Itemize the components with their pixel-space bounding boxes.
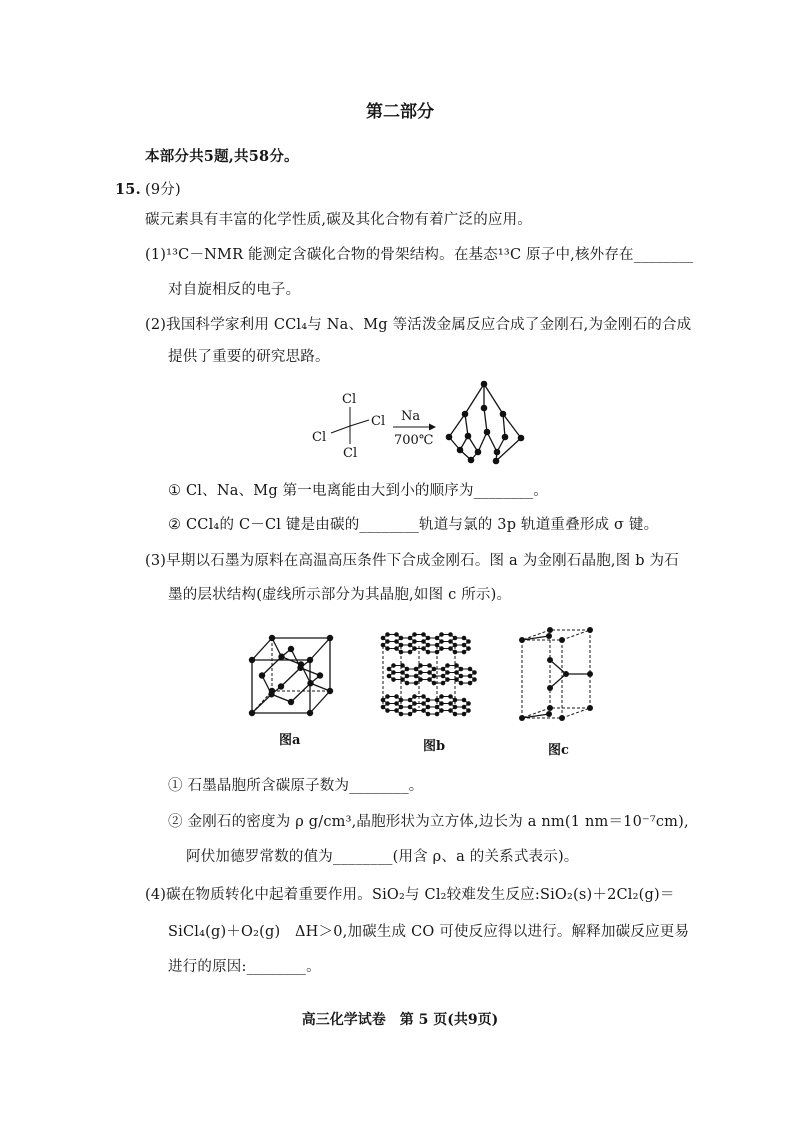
cc-bond xyxy=(496,438,521,461)
carbon-atom xyxy=(475,449,482,456)
carbon-atom xyxy=(494,449,501,456)
carbon-atom xyxy=(547,627,553,633)
carbon-atom xyxy=(278,683,284,689)
cc-bond xyxy=(522,636,549,640)
carbon-atom xyxy=(462,705,467,710)
question-score: (9分) xyxy=(145,182,181,198)
carbon-atom xyxy=(448,708,453,713)
figure-a-label: 图a xyxy=(279,733,301,748)
carbon-atom xyxy=(448,646,453,651)
carbon-atom xyxy=(426,636,431,641)
carbon-atom xyxy=(466,708,471,713)
carbon-atom xyxy=(439,639,444,644)
carbon-atom xyxy=(502,434,509,441)
carbon-atom xyxy=(432,674,437,679)
carbon-atom xyxy=(445,677,450,682)
carbon-atom xyxy=(468,667,473,672)
carbon-atom xyxy=(426,698,431,703)
cell-edge xyxy=(310,691,330,713)
figure-b-graphite-layers xyxy=(381,632,477,716)
part3-sub-2-cont: 阿伏加德罗常数的值为________(用含 ρ、a 的关系式表示)。 xyxy=(186,849,579,865)
carbon-atom xyxy=(587,627,593,633)
carbon-atom xyxy=(454,677,459,682)
part2-line-1: (2)我国科学家利用 CCl₄与 Na、Mg 等活泼金属反应合成了金刚石,为金刚石的合成 xyxy=(145,317,692,333)
carbon-atom xyxy=(465,433,472,440)
carbon-atom xyxy=(414,667,419,672)
carbon-atom xyxy=(435,650,440,655)
carbon-atom xyxy=(519,637,525,643)
carbon-atom xyxy=(459,681,464,686)
carbon-atom xyxy=(297,665,303,671)
carbon-atom xyxy=(441,674,446,679)
part3-line-1: (3)早期以石墨为原料在高温高压条件下合成金刚石。图 a 为金刚石晶胞,图 b 为石 xyxy=(145,553,679,569)
carbon-atom xyxy=(457,447,464,454)
carbon-atom xyxy=(439,708,444,713)
carbon-atom xyxy=(405,667,410,672)
carbon-atom xyxy=(418,677,423,682)
carbon-atom xyxy=(418,670,423,675)
carbon-atom xyxy=(412,646,417,651)
carbon-atom xyxy=(448,632,453,637)
figure-a-diamond-unit-cell xyxy=(249,635,333,716)
carbon-atom xyxy=(381,636,386,641)
carbon-atom xyxy=(391,663,396,668)
carbon-atom xyxy=(587,671,593,677)
carbon-atom xyxy=(400,670,405,675)
carbon-atom xyxy=(387,667,392,672)
carbon-atom xyxy=(381,643,386,648)
cell-edge-dashed xyxy=(562,708,590,718)
carbon-atom xyxy=(391,677,396,682)
part3-sub-2: ② 金刚石的密度为 ρ g/cm³,晶胞形状为立方体,边长为 a nm(1 nm＝10⁻⁷cm), xyxy=(168,814,689,830)
carbon-atom xyxy=(439,701,444,706)
cell-edge-dashed xyxy=(562,630,590,640)
arrow-head xyxy=(429,424,436,431)
chlorine-label-right: Cl xyxy=(371,414,386,429)
carbon-atom xyxy=(472,670,477,675)
carbon-atom xyxy=(445,670,450,675)
carbon-atom xyxy=(426,650,431,655)
carbon-atom xyxy=(426,712,431,717)
carbon-atom xyxy=(385,632,390,637)
cc-bond xyxy=(550,660,566,674)
part1-line-2: 对自旋相反的电子。 xyxy=(168,282,301,298)
carbon-atom xyxy=(385,708,390,713)
carbon-atom xyxy=(288,646,294,652)
cc-bond xyxy=(449,414,465,437)
carbon-atom xyxy=(387,674,392,679)
carbon-atom xyxy=(259,672,265,678)
carbon-atom xyxy=(547,657,553,663)
carbon-atom xyxy=(327,635,333,641)
carbon-atom xyxy=(448,701,453,706)
carbon-atom xyxy=(462,636,467,641)
carbon-atom xyxy=(414,681,419,686)
carbon-atom xyxy=(408,705,413,710)
carbon-atom xyxy=(453,705,458,710)
figure-b-label: 图b xyxy=(423,739,446,754)
carbon-atom xyxy=(468,457,475,464)
carbon-atom xyxy=(421,701,426,706)
part2-sub-1: ① Cl、Na、Mg 第一电离能由大到小的顺序为________。 xyxy=(168,483,549,499)
carbon-atom xyxy=(427,670,432,675)
carbon-atom xyxy=(394,646,399,651)
section-intro: 本部分共5题,共58分。 xyxy=(145,148,299,165)
carbon-atom xyxy=(547,705,553,711)
cc-bond xyxy=(252,694,272,713)
carbon-atom xyxy=(448,694,453,699)
cc-bond xyxy=(281,668,301,687)
figure-c-graphite-unit-cell xyxy=(519,627,593,721)
carbon-atom xyxy=(421,694,426,699)
carbon-atom xyxy=(381,705,386,710)
carbon-atom xyxy=(453,712,458,717)
carbon-atom xyxy=(426,705,431,710)
carbon-atom xyxy=(399,712,404,717)
cell-edge xyxy=(310,638,330,660)
carbon-atom xyxy=(481,405,488,412)
carbon-atom xyxy=(399,705,404,710)
carbon-atom xyxy=(518,435,525,442)
carbon-atom xyxy=(400,677,405,682)
chlorine-label-left: Cl xyxy=(312,430,327,445)
part4-line-1: (4)碳在物质转化中起着重要作用。SiO₂与 Cl₂较难发生反应:SiO₂(s)＋2Cl₂(g)＝ xyxy=(145,887,675,903)
carbon-atom xyxy=(500,411,507,418)
carbon-atom xyxy=(327,688,333,694)
carbon-atom xyxy=(400,663,405,668)
carbon-atom xyxy=(412,639,417,644)
carbon-atom xyxy=(466,646,471,651)
carbon-atom xyxy=(462,411,469,418)
carbon-atom xyxy=(412,694,417,699)
carbon-atom xyxy=(484,429,491,436)
carbon-atom xyxy=(435,712,440,717)
carbon-atom xyxy=(453,636,458,641)
carbon-atom xyxy=(435,705,440,710)
carbon-atom xyxy=(317,672,323,678)
carbon-atom xyxy=(385,694,390,699)
carbon-atom xyxy=(307,710,313,716)
carbon-atom xyxy=(453,698,458,703)
ccl4-structure xyxy=(312,392,385,461)
carbon-atom xyxy=(587,705,593,711)
carbon-atom xyxy=(439,632,444,637)
carbon-atom xyxy=(426,643,431,648)
carbon-atom xyxy=(307,657,313,663)
carbon-atom xyxy=(405,674,410,679)
carbon-atom xyxy=(439,694,444,699)
carbon-atom xyxy=(399,650,404,655)
carbon-atom xyxy=(421,639,426,644)
condition-label: 700℃ xyxy=(394,433,434,448)
carbon-atom xyxy=(394,694,399,699)
carbon-atom xyxy=(408,712,413,717)
carbon-atom xyxy=(391,670,396,675)
carbon-atom xyxy=(493,458,500,465)
carbon-atom xyxy=(563,671,569,677)
carbon-atom xyxy=(408,643,413,648)
cc-bond xyxy=(465,414,468,436)
carbon-atom xyxy=(288,699,294,705)
carbon-atom xyxy=(454,663,459,668)
carbon-atom xyxy=(249,710,255,716)
part2-sub-2: ② CCl₄的 C－Cl 键是由碳的________轨道与氯的 3p 轨道重叠形成 σ 键。 xyxy=(168,517,659,533)
carbon-atom xyxy=(427,663,432,668)
diamond-product-structure xyxy=(446,381,525,465)
carbon-atom xyxy=(399,643,404,648)
carbon-atom xyxy=(432,681,437,686)
question-number: 15. xyxy=(115,181,141,198)
carbon-atom xyxy=(519,715,525,721)
cell-edge xyxy=(252,638,272,660)
carbon-atom xyxy=(459,667,464,672)
part2-line-2: 提供了重要的研究思路。 xyxy=(168,349,330,365)
carbon-atom xyxy=(408,650,413,655)
c-cl-bond-right xyxy=(350,420,369,426)
carbon-atom xyxy=(278,654,284,660)
part3-line-2: 墨的层状结构(虚线所示部分为其晶胞,如图 c 所示)。 xyxy=(168,587,512,603)
cc-bond xyxy=(484,408,487,432)
carbon-atom xyxy=(472,677,477,682)
cc-bond xyxy=(503,414,505,437)
carbon-atom xyxy=(481,381,488,388)
carbon-atom xyxy=(394,701,399,706)
carbon-atom xyxy=(412,708,417,713)
question-stem: 碳元素具有丰富的化学性质,碳及其化合物有着广泛的应用。 xyxy=(145,212,533,228)
figure-c-label: 图c xyxy=(548,743,569,758)
carbon-atom xyxy=(394,632,399,637)
page-footer: 高三化学试卷 第 5 页(共9页) xyxy=(301,1012,499,1028)
carbon-atom xyxy=(408,636,413,641)
reaction-arrow xyxy=(393,409,436,448)
part4-line-3: 进行的原因:________。 xyxy=(168,959,321,975)
carbon-atom xyxy=(412,632,417,637)
cc-bond xyxy=(550,674,566,688)
carbon-atom xyxy=(421,646,426,651)
reagent-label: Na xyxy=(401,409,421,424)
cc-bond xyxy=(522,714,549,718)
chlorine-label-top: Cl xyxy=(342,392,357,407)
carbon-atom xyxy=(445,663,450,668)
carbon-atom xyxy=(414,674,419,679)
carbon-atom xyxy=(394,708,399,713)
carbon-atom xyxy=(269,635,275,641)
carbon-atom xyxy=(446,434,453,441)
carbon-atom xyxy=(435,636,440,641)
carbon-atom xyxy=(454,670,459,675)
cc-bond xyxy=(487,432,497,452)
carbon-atom xyxy=(307,680,313,686)
section-title: 第二部分 xyxy=(366,102,434,122)
cc-bond xyxy=(291,683,311,702)
carbon-atom xyxy=(399,698,404,703)
carbon-atom xyxy=(468,681,473,686)
carbon-atom xyxy=(394,639,399,644)
carbon-atom xyxy=(547,685,553,691)
carbon-atom xyxy=(381,698,386,703)
part3-sub-1: ① 石墨晶胞所含碳原子数为________。 xyxy=(168,778,424,794)
carbon-atom xyxy=(559,715,565,721)
carbon-atom xyxy=(421,632,426,637)
carbon-atom xyxy=(462,650,467,655)
carbon-atom xyxy=(466,701,471,706)
carbon-atom xyxy=(385,646,390,651)
carbon-atom xyxy=(432,667,437,672)
carbon-atom xyxy=(385,701,390,706)
carbon-atom xyxy=(421,708,426,713)
carbon-atom xyxy=(435,698,440,703)
carbon-atom xyxy=(448,639,453,644)
carbon-atom xyxy=(468,674,473,679)
part1-line-1: (1)¹³C－NMR 能测定含碳化合物的骨架结构。在基态¹³C 原子中,核外存在________ xyxy=(145,247,694,263)
carbon-atom xyxy=(462,698,467,703)
carbon-atom xyxy=(466,639,471,644)
carbon-atom xyxy=(249,657,255,663)
carbon-atom xyxy=(439,646,444,651)
carbon-atom xyxy=(459,674,464,679)
carbon-atom xyxy=(408,698,413,703)
c-cl-bond-left xyxy=(331,426,350,433)
carbon-atom xyxy=(268,691,274,697)
carbon-atom xyxy=(441,667,446,672)
carbon-atom xyxy=(399,636,404,641)
carbon-atom xyxy=(405,681,410,686)
part4-line-2: SiCl₄(g)＋O₂(g) ΔH＞0,加碳生成 CO 可使反应得以进行。解释加碳反应更易 xyxy=(168,924,690,940)
carbon-atom xyxy=(559,637,565,643)
carbon-atom xyxy=(427,677,432,682)
carbon-atom xyxy=(546,633,552,639)
carbon-atom xyxy=(546,711,552,717)
carbon-atom xyxy=(441,681,446,686)
carbon-atom xyxy=(418,663,423,668)
chlorine-label-bottom: Cl xyxy=(343,446,358,461)
carbon-atom xyxy=(462,643,467,648)
carbon-atom xyxy=(453,643,458,648)
carbon-atom xyxy=(412,701,417,706)
carbon-atom xyxy=(453,650,458,655)
carbon-atom xyxy=(435,643,440,648)
carbon-atom xyxy=(385,639,390,644)
carbon-atom xyxy=(462,712,467,717)
